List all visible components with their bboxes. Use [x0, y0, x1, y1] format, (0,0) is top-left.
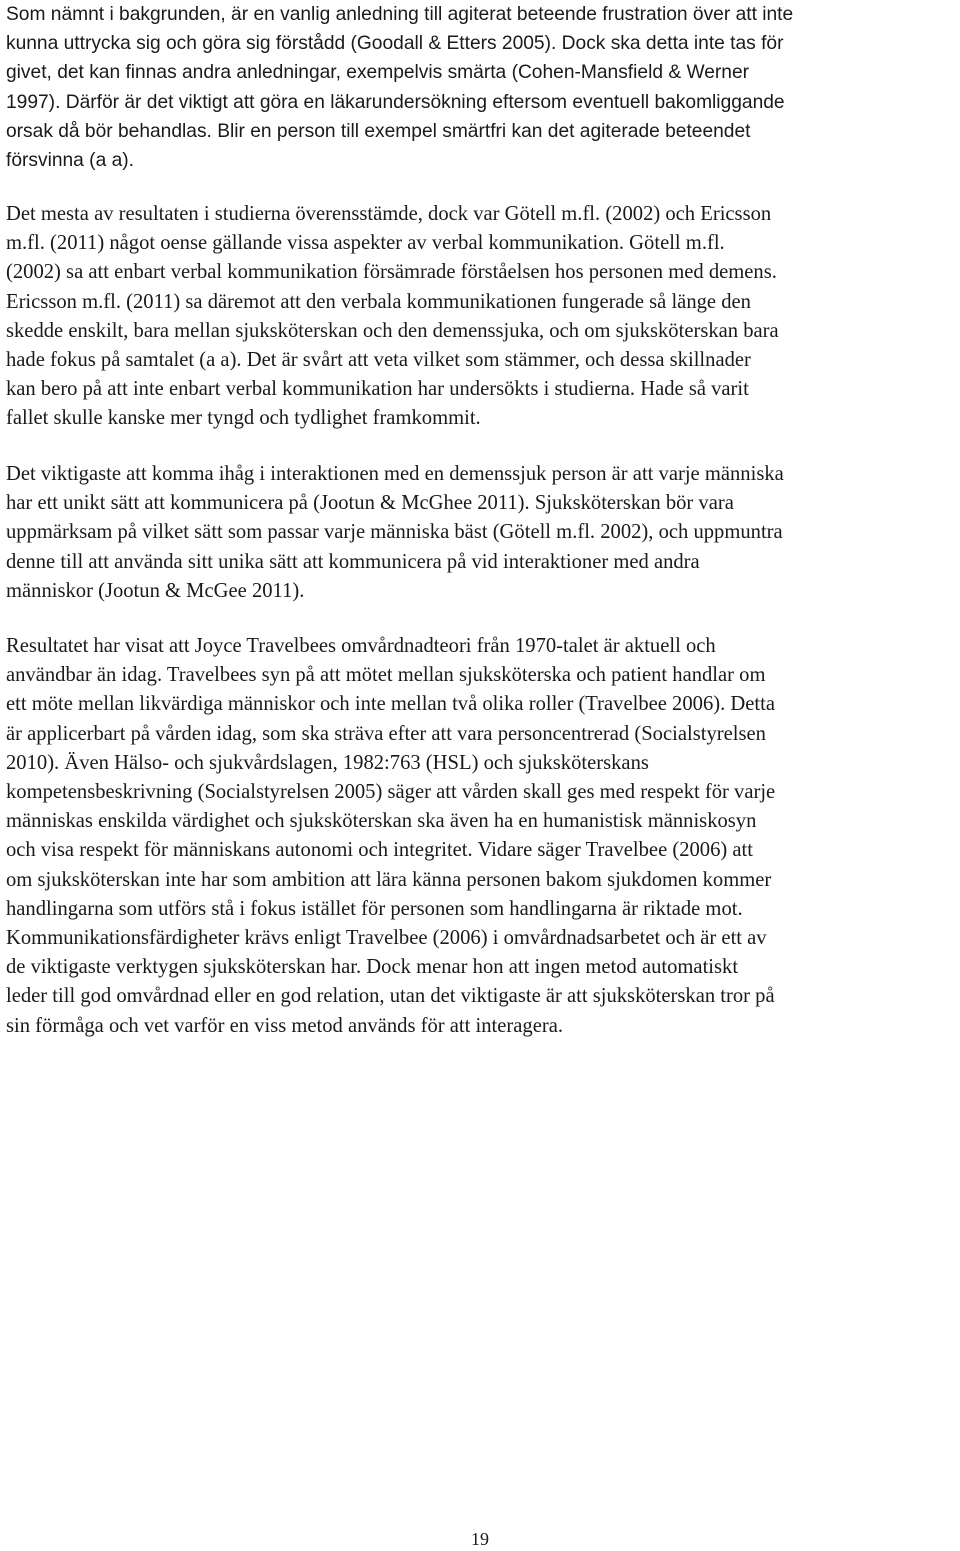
paragraph-study-results	[6, 200, 779, 434]
text-line: givet, det kan finnas andra anledningar, exempelvis smärta (Cohen-Mansfield & Werner	[6, 62, 750, 84]
text-line: Kommunikationsfärdigheter krävs enligt Travelbee (2006) i omvårdnadsarbetet och är ett av	[6, 927, 767, 950]
text-line: är applicerbart på vården idag, som ska sträva efter att vara personcentrerad (Socialstyrelsen	[6, 722, 766, 745]
text-line: skedde enskilt, bara mellan sjuksköterskan och den demenssjuka, och om sjuksköterskan bara	[6, 319, 779, 342]
paragraph-interaction	[6, 460, 784, 606]
text-line: leder till god omvårdnad eller en god relation, utan det viktigaste är att sjuksköterskan tror på	[6, 985, 775, 1008]
text-line: har ett unikt sätt att kommunicera på (Jootun & McGhee 2011). Sjuksköterskan bör vara	[6, 492, 734, 515]
text-line: 2010). Även Hälso- och sjukvårdslagen, 1982:763 (HSL) och sjuksköterskans	[6, 751, 649, 774]
text-line: 1997). Därför är det viktigt att göra en läkarundersökning eftersom eventuell bakomliggande	[6, 91, 785, 113]
text-line: uppmärksam på vilket sätt som passar varje människa bäst (Götell m.fl. 2002), och uppmuntra	[6, 521, 783, 544]
text-line: denne till att använda sitt unika sätt att kommunicera på vid interaktioner med andra	[6, 550, 700, 573]
text-line: kompetensbeskrivning (Socialstyrelsen 2005) säger att vården skall ges med respekt för varje	[6, 781, 776, 804]
text-line: hade fokus på samtalet (a a). Det är svårt att veta vilket som stämmer, och dessa skillnader	[6, 349, 751, 372]
text-line: (2002) sa att enbart verbal kommunikation försämrade förståelsen hos personen med demens.	[6, 261, 777, 284]
text-line: Det viktigaste att komma ihåg i interaktionen med en demenssjuk person är att varje människa	[6, 463, 784, 485]
text-line: Ericsson m.fl. (2011) sa däremot att den verbala kommunikationen fungerade så länge den	[6, 290, 751, 313]
text-line: fallet skulle kanske mer tyngd och tydlighet framkommit.	[6, 407, 481, 430]
text-line: de viktigaste verktygen sjuksköterskan har. Dock menar hon att ingen metod automatiskt	[6, 956, 739, 979]
paragraph-agitated-behaviour	[6, 0, 793, 175]
text-line: och visa respekt för människans autonomi och integritet. Vidare säger Travelbee (2006) att	[6, 839, 753, 862]
text-line: ett möte mellan likvärdiga människor och inte mellan två olika roller (Travelbee 2006). Detta	[6, 693, 775, 716]
text-line: Det mesta av resultaten i studierna överensstämde, dock var Götell m.fl. (2002) och Ericsson	[6, 203, 772, 225]
text-line: Som nämnt i bakgrunden, är en vanlig anledning till agiterat beteende frustration över att inte	[6, 4, 794, 25]
text-line: om sjuksköterskan inte har som ambition att lära känna personen bakom sjukdomen kommer	[6, 868, 772, 891]
text-line: orsak då bör behandlas. Blir en person till exempel smärtfri kan det agiterade beteendet	[6, 120, 751, 142]
text-line: kunna uttrycka sig och göra sig förstådd (Goodall & Etters 2005). Dock ska detta inte tas för	[6, 33, 784, 55]
text-line: Resultatet har visat att Joyce Travelbees omvårdnadteori från 1970-talet är aktuell och	[6, 635, 716, 657]
text-line: sin förmåga och vet varför en viss metod används för att interagera.	[6, 1014, 563, 1037]
paragraph-travelbee-theory	[6, 632, 775, 1041]
page-number: 19	[471, 1529, 489, 1549]
text-line: människor (Jootun & McGee 2011).	[6, 579, 305, 602]
text-line: försvinna (a a).	[6, 150, 134, 172]
text-line: handlingarna som utförs stå i fokus istället för personen som handlingarna är riktade mot.	[6, 897, 743, 920]
text-line: kan bero på att inte enbart verbal kommunikation har undersökts i studierna. Hade så varit	[6, 378, 749, 401]
text-line: användbar än idag. Travelbees syn på att mötet mellan sjuksköterska och patient handlar om	[6, 664, 766, 687]
text-line: m.fl. (2011) något oense gällande vissa aspekter av verbal kommunikation. Götell m.fl.	[6, 232, 725, 255]
text-line: människas enskilda värdighet och sjuksköterskan ska även ha en humanistisk människosyn	[6, 810, 757, 833]
